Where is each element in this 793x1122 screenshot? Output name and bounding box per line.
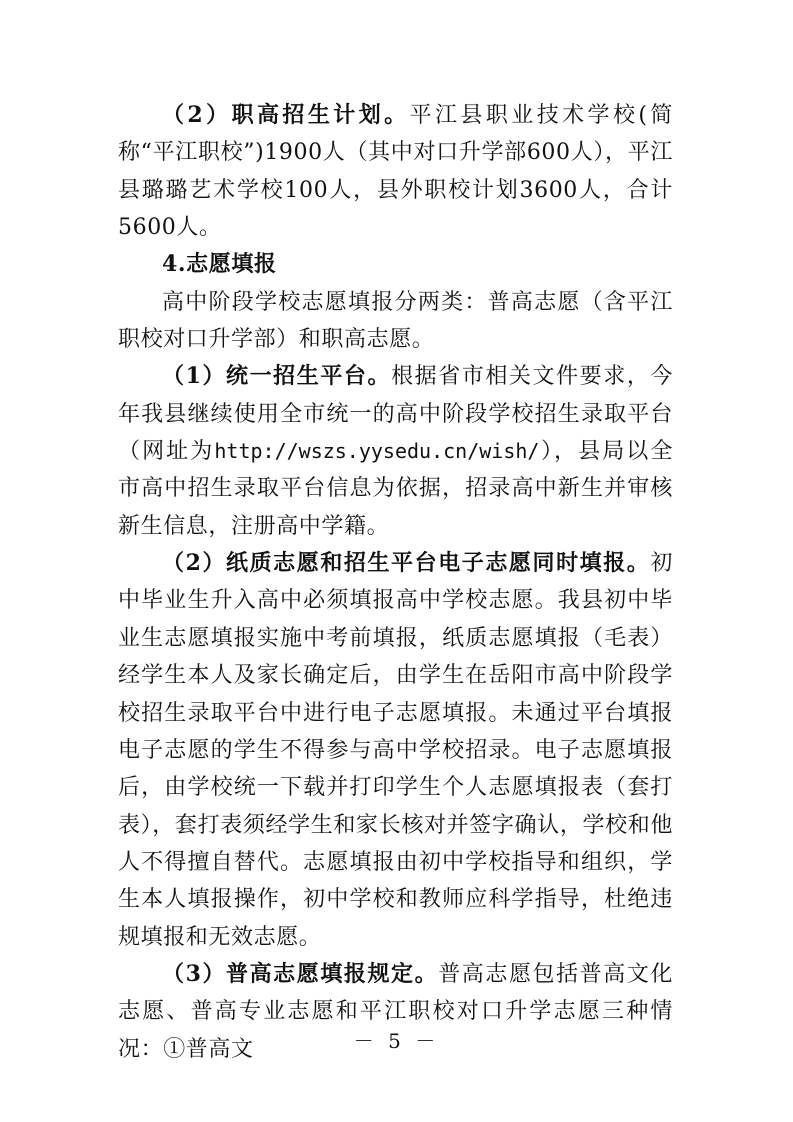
unified-platform-text-start: 根据省市相关文件要求，今年我县继续使用全市统一的高中阶段学校招生录取平台（网址为: [118, 364, 674, 465]
paragraph-unified-platform: [118, 358, 673, 545]
platform-url: http://wszs.yysedu.cn/wish/: [214, 439, 540, 464]
unified-platform-text-end: ），县局以全市高中招生录取平台信息为依据，招录高中新生并审核新生信息，注册高中学籍。: [118, 439, 673, 539]
vocational-plan-heading: （2）职高招生计划。: [162, 102, 410, 128]
paper-electronic-text: 初中毕业生升入高中必须填报高中学校志愿。我县初中毕业生志愿填报实施中考前填报，纸质志愿填报（毛表）经学生本人及家长确定后，由学生在岳阳市高中阶段学校招生录取平台中进行电子志愿填报。未通过平台填报电子志愿的学生不得参与高中学校招录。电子志愿填报后，由学校统一下载并打印学生个人志愿填报表（套打表），套打表须经学生和家长核对并签字确认，学校和他人不得擅自替代。志愿填报由初中学校指导和组织，学生本人填报操作，初中学校和教师应科学指导，杜绝违规填报和无效志愿。: [118, 551, 673, 950]
paragraph-paper-electronic: [118, 545, 673, 956]
vocational-plan-text: 平江县职业技术学校(简称“平江职校”)1900人（其中对口升学部600人），平江县璐璐艺术学校100人，县外职校计划3600人，合计5600人。: [118, 103, 673, 241]
paper-electronic-heading: （2）纸质志愿和招生平台电子志愿同时填报。: [162, 550, 651, 577]
section-heading: 4.志愿填报: [162, 251, 277, 278]
paragraph-vocational-plan: [118, 97, 673, 246]
document-body: [118, 97, 673, 1068]
page-number: － 5 －: [353, 1029, 440, 1053]
paragraph-intro: 高中阶段学校志愿填报分两类：普高志愿（含平江职校对口升学部）和职高志愿。: [118, 289, 673, 353]
unified-platform-heading: （1）统一招生平台。: [162, 363, 392, 390]
general-high-school-heading: （3）普高志愿填报规定。: [162, 960, 439, 987]
general-high-school-text: 普高志愿包括普高文化志愿、普高专业志愿和平江职校对口升学志愿三种情况：①普高文: [118, 961, 673, 1062]
